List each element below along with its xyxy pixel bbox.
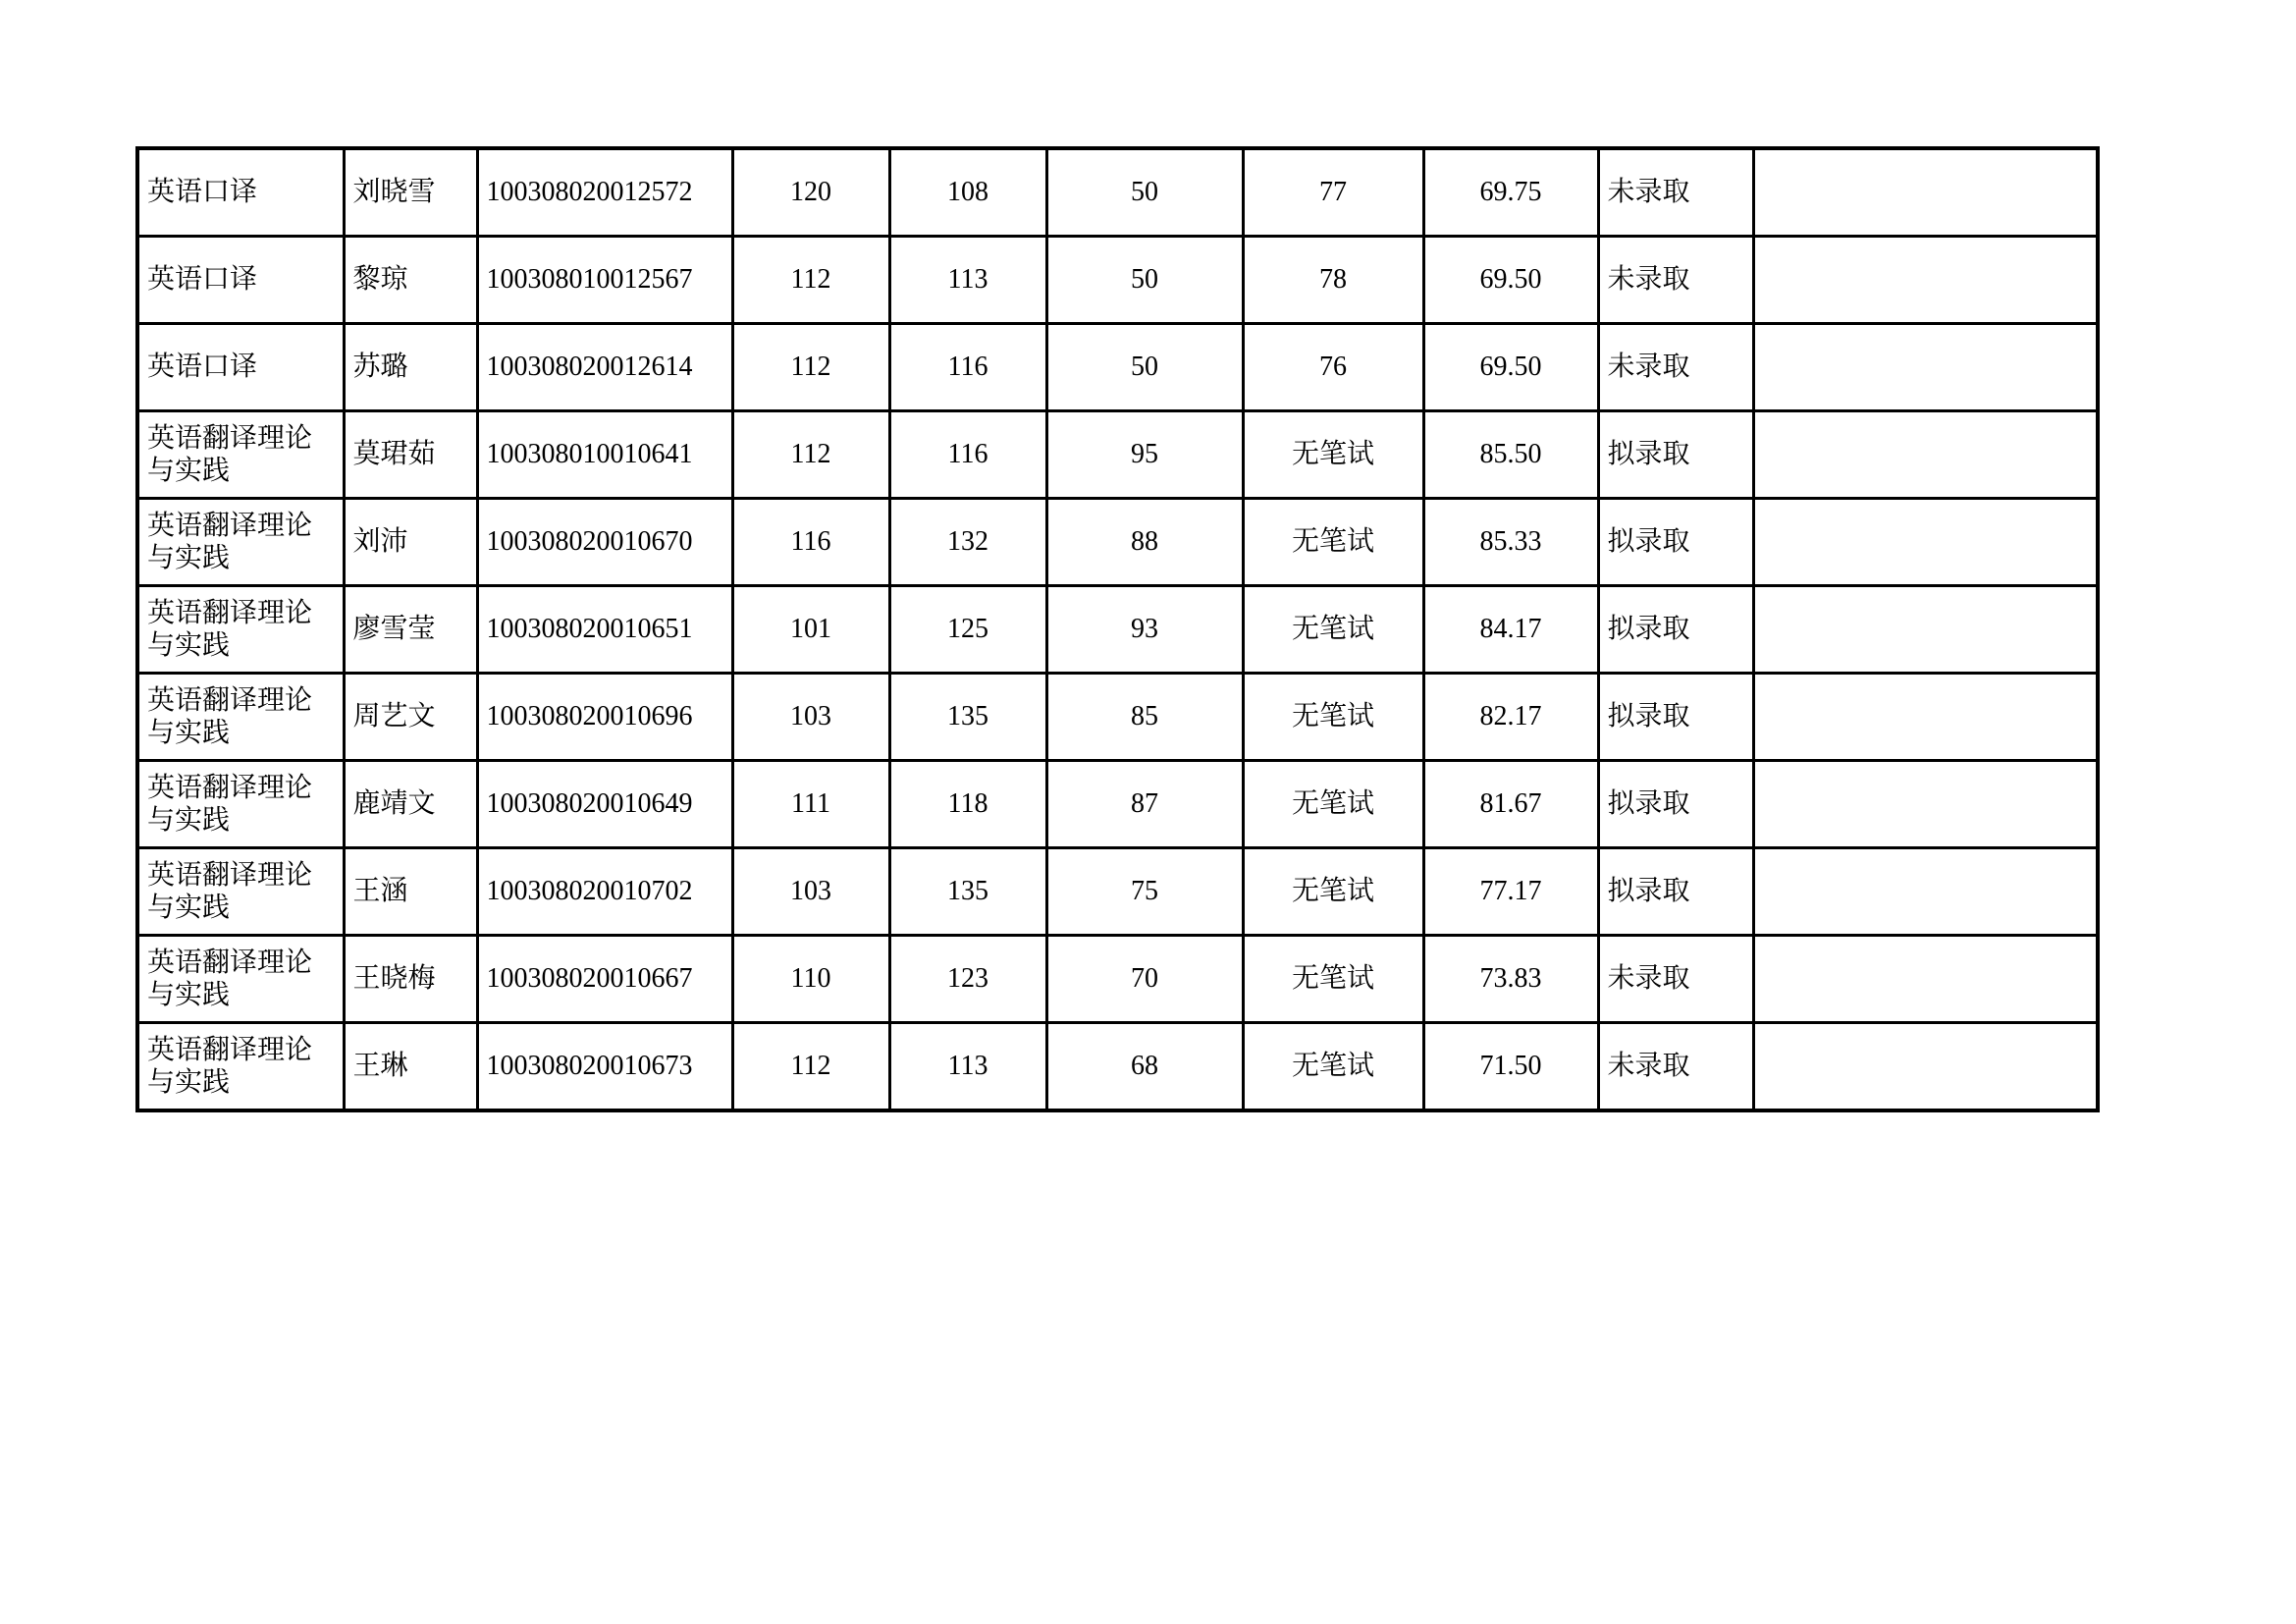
score-a-cell: 101 xyxy=(732,586,889,674)
score-b-cell: 108 xyxy=(889,148,1046,237)
id-cell: 100308010012567 xyxy=(477,237,732,324)
name-cell: 鹿靖文 xyxy=(344,761,477,848)
remark-cell xyxy=(1753,411,2098,499)
name-cell: 苏璐 xyxy=(344,324,477,411)
name-cell: 刘沛 xyxy=(344,499,477,586)
score-b-cell: 123 xyxy=(889,936,1046,1023)
status-cell: 拟录取 xyxy=(1598,586,1753,674)
program-cell: 英语翻译理论与实践 xyxy=(137,674,344,761)
table-row xyxy=(137,324,2098,411)
score-b-cell: 116 xyxy=(889,324,1046,411)
remark-cell xyxy=(1753,148,2098,237)
remark-cell xyxy=(1753,237,2098,324)
score-a-cell: 103 xyxy=(732,848,889,936)
status-cell: 拟录取 xyxy=(1598,848,1753,936)
status-cell: 拟录取 xyxy=(1598,674,1753,761)
score-b-cell: 116 xyxy=(889,411,1046,499)
table-row xyxy=(137,148,2098,237)
table-row xyxy=(137,848,2098,936)
program-cell: 英语翻译理论与实践 xyxy=(137,499,344,586)
status-cell: 未录取 xyxy=(1598,936,1753,1023)
remark-cell xyxy=(1753,936,2098,1023)
score-d-cell: 76 xyxy=(1243,324,1423,411)
score-b-cell: 135 xyxy=(889,848,1046,936)
table-row xyxy=(137,586,2098,674)
program-cell: 英语翻译理论与实践 xyxy=(137,1023,344,1111)
id-cell: 100308020010670 xyxy=(477,499,732,586)
score-d-cell: 78 xyxy=(1243,237,1423,324)
score-a-cell: 110 xyxy=(732,936,889,1023)
score-b-cell: 113 xyxy=(889,237,1046,324)
status-cell: 未录取 xyxy=(1598,324,1753,411)
name-cell: 王涵 xyxy=(344,848,477,936)
score-c-cell: 68 xyxy=(1046,1023,1243,1111)
table-row xyxy=(137,499,2098,586)
score-d-cell: 无笔试 xyxy=(1243,411,1423,499)
name-cell: 周艺文 xyxy=(344,674,477,761)
score-d-cell: 无笔试 xyxy=(1243,586,1423,674)
score-d-cell: 无笔试 xyxy=(1243,499,1423,586)
score-c-cell: 95 xyxy=(1046,411,1243,499)
id-cell: 100308010010641 xyxy=(477,411,732,499)
total-score-cell: 85.50 xyxy=(1423,411,1598,499)
name-cell: 王晓梅 xyxy=(344,936,477,1023)
status-cell: 拟录取 xyxy=(1598,761,1753,848)
table-row xyxy=(137,761,2098,848)
remark-cell xyxy=(1753,674,2098,761)
program-cell: 英语翻译理论与实践 xyxy=(137,848,344,936)
score-d-cell: 无笔试 xyxy=(1243,936,1423,1023)
table-row xyxy=(137,1023,2098,1111)
table-row xyxy=(137,411,2098,499)
score-d-cell: 无笔试 xyxy=(1243,674,1423,761)
score-a-cell: 111 xyxy=(732,761,889,848)
results-table-body xyxy=(137,148,2098,1110)
id-cell: 100308020010649 xyxy=(477,761,732,848)
id-cell: 100308020010702 xyxy=(477,848,732,936)
score-c-cell: 50 xyxy=(1046,148,1243,237)
total-score-cell: 85.33 xyxy=(1423,499,1598,586)
id-cell: 100308020010696 xyxy=(477,674,732,761)
id-cell: 100308020010651 xyxy=(477,586,732,674)
total-score-cell: 82.17 xyxy=(1423,674,1598,761)
score-c-cell: 93 xyxy=(1046,586,1243,674)
program-cell: 英语口译 xyxy=(137,148,344,237)
status-cell: 未录取 xyxy=(1598,237,1753,324)
remark-cell xyxy=(1753,586,2098,674)
program-cell: 英语翻译理论与实践 xyxy=(137,761,344,848)
id-cell: 100308020012614 xyxy=(477,324,732,411)
program-cell: 英语翻译理论与实践 xyxy=(137,411,344,499)
score-b-cell: 135 xyxy=(889,674,1046,761)
score-b-cell: 113 xyxy=(889,1023,1046,1111)
name-cell: 王琳 xyxy=(344,1023,477,1111)
results-table xyxy=(135,146,2100,1112)
total-score-cell: 69.75 xyxy=(1423,148,1598,237)
table-row xyxy=(137,936,2098,1023)
total-score-cell: 73.83 xyxy=(1423,936,1598,1023)
score-a-cell: 116 xyxy=(732,499,889,586)
program-cell: 英语翻译理论与实践 xyxy=(137,936,344,1023)
score-b-cell: 125 xyxy=(889,586,1046,674)
score-a-cell: 112 xyxy=(732,324,889,411)
score-c-cell: 70 xyxy=(1046,936,1243,1023)
score-d-cell: 无笔试 xyxy=(1243,761,1423,848)
status-cell: 拟录取 xyxy=(1598,411,1753,499)
status-cell: 未录取 xyxy=(1598,1023,1753,1111)
total-score-cell: 81.67 xyxy=(1423,761,1598,848)
score-d-cell: 无笔试 xyxy=(1243,848,1423,936)
status-cell: 拟录取 xyxy=(1598,499,1753,586)
total-score-cell: 69.50 xyxy=(1423,324,1598,411)
score-c-cell: 50 xyxy=(1046,237,1243,324)
id-cell: 100308020012572 xyxy=(477,148,732,237)
total-score-cell: 84.17 xyxy=(1423,586,1598,674)
name-cell: 莫珺茹 xyxy=(344,411,477,499)
score-c-cell: 88 xyxy=(1046,499,1243,586)
score-b-cell: 132 xyxy=(889,499,1046,586)
status-cell: 未录取 xyxy=(1598,148,1753,237)
total-score-cell: 77.17 xyxy=(1423,848,1598,936)
score-a-cell: 112 xyxy=(732,411,889,499)
remark-cell xyxy=(1753,499,2098,586)
score-c-cell: 85 xyxy=(1046,674,1243,761)
score-c-cell: 75 xyxy=(1046,848,1243,936)
score-c-cell: 50 xyxy=(1046,324,1243,411)
score-a-cell: 112 xyxy=(732,237,889,324)
total-score-cell: 69.50 xyxy=(1423,237,1598,324)
remark-cell xyxy=(1753,848,2098,936)
score-c-cell: 87 xyxy=(1046,761,1243,848)
remark-cell xyxy=(1753,324,2098,411)
score-b-cell: 118 xyxy=(889,761,1046,848)
id-cell: 100308020010673 xyxy=(477,1023,732,1111)
score-a-cell: 112 xyxy=(732,1023,889,1111)
program-cell: 英语口译 xyxy=(137,237,344,324)
name-cell: 刘晓雪 xyxy=(344,148,477,237)
table-row xyxy=(137,237,2098,324)
remark-cell xyxy=(1753,1023,2098,1111)
program-cell: 英语口译 xyxy=(137,324,344,411)
score-d-cell: 无笔试 xyxy=(1243,1023,1423,1111)
score-d-cell: 77 xyxy=(1243,148,1423,237)
table-row xyxy=(137,674,2098,761)
name-cell: 黎琼 xyxy=(344,237,477,324)
total-score-cell: 71.50 xyxy=(1423,1023,1598,1111)
remark-cell xyxy=(1753,761,2098,848)
program-cell: 英语翻译理论与实践 xyxy=(137,586,344,674)
id-cell: 100308020010667 xyxy=(477,936,732,1023)
score-a-cell: 103 xyxy=(732,674,889,761)
score-a-cell: 120 xyxy=(732,148,889,237)
name-cell: 廖雪莹 xyxy=(344,586,477,674)
